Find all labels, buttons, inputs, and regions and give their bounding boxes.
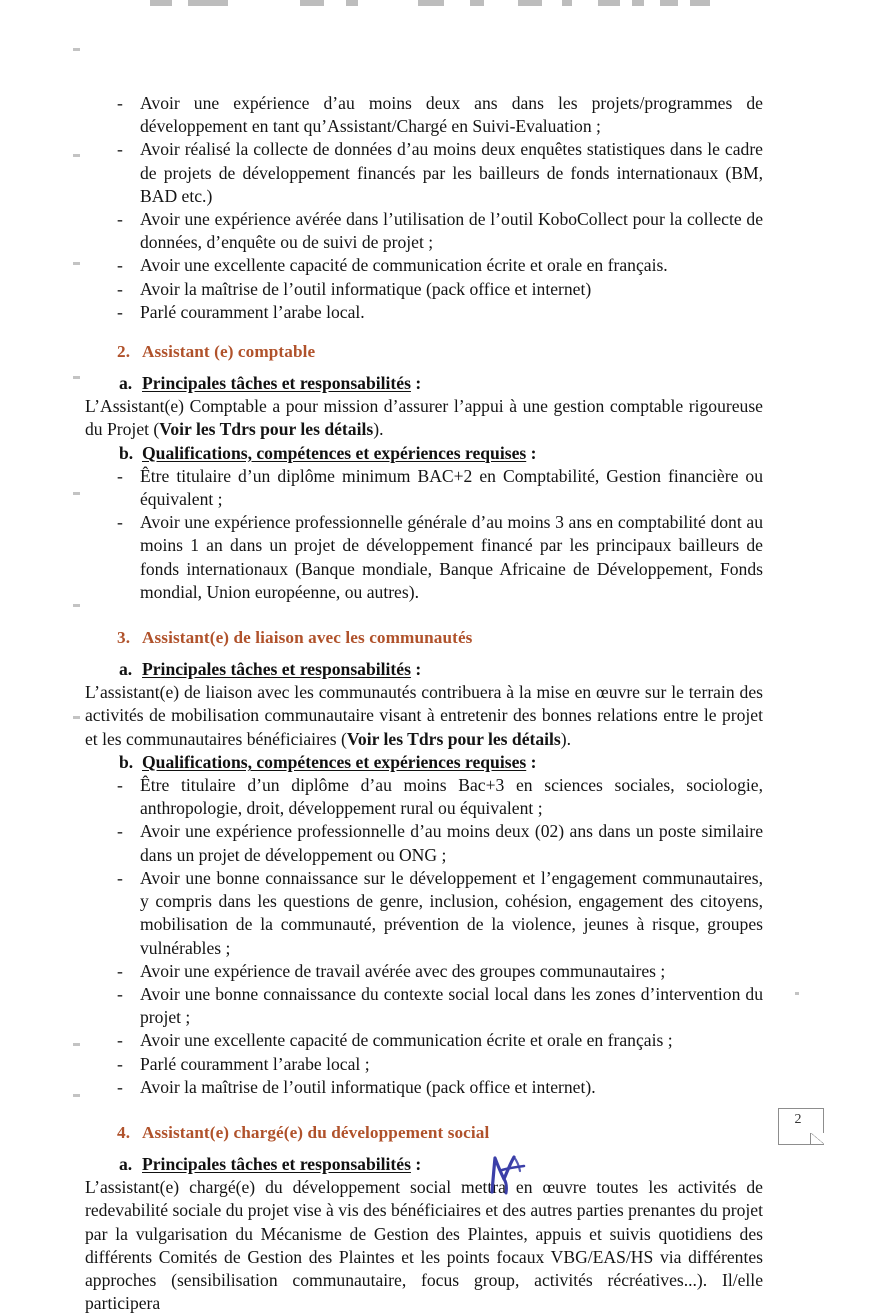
scan-artifact-left-tick xyxy=(73,716,80,719)
section-heading-3 xyxy=(85,627,763,649)
paragraph-text-before: L’assistant(e) de liaison avec les communautés contribuera à la mise en œuvre sur le terrain des activités de mobilisation communautaire visant à entretenir des bonnes relations entre le projet et les communautaires bénéficiaires ( xyxy=(85,682,763,749)
paragraph-text-after: ). xyxy=(560,728,572,749)
subheading-tasks-2 xyxy=(85,372,763,395)
subheading-letter: b. xyxy=(119,751,134,772)
list-item: - Avoir une expérience d’au moins deux ans dans les projets/programmes de développement en tant qu’Assistant/Chargé en Suivi-Evaluation ; xyxy=(85,92,763,138)
subheading-label: Principales tâches et responsabilités xyxy=(142,373,411,394)
list-item: - Avoir la maîtrise de l’outil informatique (pack office et internet). xyxy=(85,1076,763,1099)
list-item: - Avoir une bonne connaissance sur le développement et l’engagement communautaires, y compris dans les questions de genre, inclusion, cohésion, engagement des citoyens, mobilisation de la communauté, prévention de la violence, jeunes à risque, groupes vulnérables ; xyxy=(85,867,763,960)
list-item: - Être titulaire d’un diplôme minimum BAC+2 en Comptabilité, Gestion financière ou équivalent ; xyxy=(85,465,763,511)
list-item: - Avoir une bonne connaissance du contexte social local dans les zones d’intervention du projet ; xyxy=(85,983,763,1029)
subheading-label: Qualifications, compétences et expériences requises xyxy=(142,442,527,463)
tasks-paragraph-4: L’assistant(e) chargé(e) du développement social mettra en œuvre toutes les activités de redevabilité sociale du projet vise à vis des bénéficiaires et des autres parties prenantes du projet par la vulgarisation du Mécanisme de Gestion des Plaintes, appuis et suivis quotidiens des différents Comités de Gestion des Plaintes et les points focaux VBG/EAS/HS via différentes approches (sensibilisation communautaire, focus group, activités récréatives...). Il/elle participera xyxy=(85,1177,763,1314)
subheading-colon: : xyxy=(410,1153,422,1174)
list-item: - Avoir réalisé la collecte de données d’au moins deux enquêtes statistiques dans le cadre de projets de développement financés par les bailleurs de fonds internationaux (BM, BAD etc.) xyxy=(85,138,763,208)
list-item: - Avoir une expérience professionnelle générale d’au moins 3 ans en comptabilité dont au moins 1 an dans un projet de développement financé par les principaux bailleurs de fonds internationaux (Banque mondiale, Banque Africaine de Développement, Fonds mondial, Union européenne, ou autres). xyxy=(85,511,763,604)
section-title: Assistant(e) de liaison avec les communautés xyxy=(142,628,473,648)
qualifications-list-2 xyxy=(85,465,763,604)
list-item: - Avoir une expérience avérée dans l’utilisation de l’outil KoboCollect pour la collecte de données, d’enquête ou de suivi de projet ; xyxy=(85,208,763,254)
page-corner-fold-icon xyxy=(810,1133,824,1145)
subheading-colon: : xyxy=(410,373,422,394)
subheading-letter: b. xyxy=(119,442,134,463)
subheading-letter: a. xyxy=(119,659,133,680)
tasks-paragraph-3 xyxy=(85,681,763,751)
subheading-letter: a. xyxy=(119,1153,133,1174)
list-item: - Avoir une expérience professionnelle d’au moins deux (02) ans dans un poste similaire dans un projet de développement ou ONG ; xyxy=(85,820,763,866)
scan-artifact-left-tick xyxy=(73,48,80,51)
list-item: - Parlé couramment l’arabe local. xyxy=(85,301,763,324)
subheading-tasks-4 xyxy=(85,1153,763,1176)
list-item: - Avoir une excellente capacité de communication écrite et orale en français ; xyxy=(85,1029,763,1052)
subheading-label: Qualifications, compétences et expériences requises xyxy=(142,751,527,772)
list-item: - Avoir la maîtrise de l’outil informatique (pack office et internet) xyxy=(85,278,763,301)
subheading-label: Principales tâches et responsabilités xyxy=(142,1153,411,1174)
subheading-letter: a. xyxy=(119,373,133,394)
list-item: - Être titulaire d’un diplôme d’au moins Bac+3 en sciences sociales, sociologie, anthropologie, droit, développement rural ou équivalent ; xyxy=(85,774,763,820)
page-number-box xyxy=(778,1108,824,1145)
scan-artifact-left-tick xyxy=(73,492,80,495)
scan-artifact-top-edge xyxy=(150,0,710,7)
list-item: - Parlé couramment l’arabe local ; xyxy=(85,1053,763,1076)
paragraph-text-bold: Voir les Tdrs pour les détails xyxy=(159,419,374,440)
subheading-tasks-3 xyxy=(85,658,763,681)
scan-artifact-left-tick xyxy=(73,1094,80,1097)
subheading-colon: : xyxy=(410,659,422,680)
scan-artifact-right-tick xyxy=(795,992,799,995)
subheading-qualifications-3 xyxy=(85,751,763,774)
list-item: - Avoir une excellente capacité de communication écrite et orale en français. xyxy=(85,254,763,277)
page-number-label: 2 xyxy=(794,1112,802,1127)
qualifications-list-3 xyxy=(85,774,763,1099)
scan-artifact-left-tick xyxy=(73,604,80,607)
section-title: Assistant (e) comptable xyxy=(142,342,316,362)
scan-artifact-left-tick xyxy=(73,1043,80,1046)
subheading-colon: : xyxy=(526,751,537,772)
section-number: 2. xyxy=(117,342,131,362)
document-page-content xyxy=(85,92,763,1315)
scan-artifact-left-tick xyxy=(73,376,80,379)
section-heading-2 xyxy=(85,341,763,363)
section-number: 3. xyxy=(117,628,131,648)
subheading-label: Principales tâches et responsabilités xyxy=(142,659,411,680)
paragraph-text-before: L’Assistant(e) Comptable a pour mission d’assurer l’appui à une gestion comptable rigoureuse du Projet ( xyxy=(85,396,763,440)
handwritten-signature-initial xyxy=(484,1152,530,1196)
section-heading-4 xyxy=(85,1122,763,1144)
tasks-paragraph-2 xyxy=(85,395,763,441)
subheading-qualifications-2 xyxy=(85,442,763,465)
scan-artifact-left-tick xyxy=(73,154,80,157)
scan-artifact-left-tick xyxy=(73,262,80,265)
section-number: 4. xyxy=(117,1122,131,1142)
section-title: Assistant(e) chargé(e) du développement social xyxy=(142,1122,490,1142)
paragraph-text-bold: Voir les Tdrs pour les détails xyxy=(346,728,561,749)
list-item: - Avoir une expérience de travail avérée avec des groupes communautaires ; xyxy=(85,960,763,983)
paragraph-text-after: ). xyxy=(373,419,384,440)
continued-requirements-list xyxy=(85,92,763,324)
subheading-colon: : xyxy=(526,442,537,463)
